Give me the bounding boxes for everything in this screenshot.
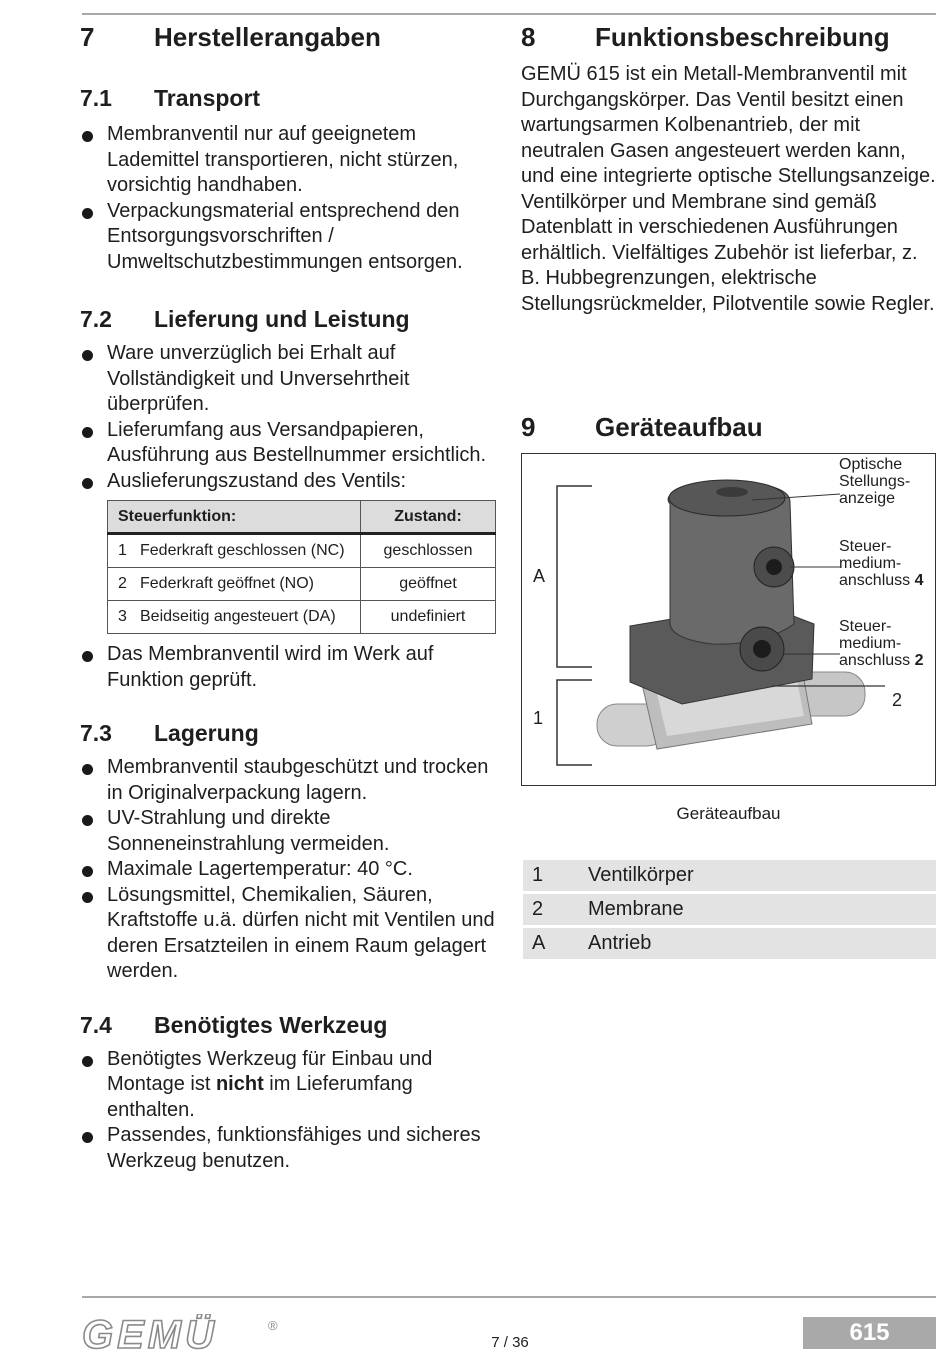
list-item: Ware unverzüglich bei Erhalt auf Vollständigkeit und Unversehrtheit überprüfen. bbox=[80, 341, 500, 418]
optical-indicator bbox=[669, 480, 785, 516]
product-badge: 615 bbox=[803, 1317, 936, 1349]
table-row: 1 Federkraft geschlossen (NC) geschlossen bbox=[108, 534, 496, 568]
figure-label-control-port-2: Steuer- medium- anschluss 2 bbox=[839, 618, 924, 669]
parts-legend bbox=[523, 860, 936, 962]
legend-row: 1 Ventilkörper bbox=[523, 860, 936, 891]
logo-wordmark: GEMÜ bbox=[82, 1314, 218, 1354]
section-7-4-heading: 7.4 Benötigtes Werkzeug bbox=[80, 1011, 388, 1038]
delivery-list bbox=[80, 341, 500, 494]
figure-label-2: 2 bbox=[892, 690, 903, 710]
figure-caption: Geräteaufbau bbox=[676, 804, 781, 823]
table-row: 3 Beidseitig angesteuert (DA) undefiniert bbox=[108, 601, 496, 634]
gemu-logo bbox=[82, 1314, 282, 1359]
list-item: Verpackungsmaterial entsprechend den Entsorgungsvorschriften / Umweltschutzbestimmungen entsorgen. bbox=[80, 199, 500, 276]
list-item: Passendes, funktionsfähiges und sicheres Werkzeug benutzen. bbox=[80, 1123, 500, 1174]
function-description: GEMÜ 615 ist ein Metall-Membranventil mit Durchgangskörper. Das Ventil besitzt einen wartungsarmen Kolbenantrieb, der mit neutralen Gasen angesteuert werden kann, und eine integrierte optische Stellungsanzeige. Ventilkörper und Membrane sind gemäß Datenblatt in verschiedenen Ausführungen erhältlich. Vielfältiges Zubehör ist lieferbar, z. B. Hubbegrenzungen, elektrische Stellungsrückmelder, Pilotventile sowie Regler. bbox=[521, 63, 936, 315]
list-item: Auslieferungszustand des Ventils: bbox=[80, 469, 500, 495]
table-header-state: Zustand: bbox=[361, 501, 496, 534]
top-rule bbox=[82, 13, 936, 15]
left-column bbox=[80, 20, 500, 1174]
factory-test-list bbox=[80, 642, 500, 693]
list-item: Benötigtes Werkzeug für Einbau und Montage ist nicht im Lieferumfang enthalten. bbox=[80, 1047, 500, 1124]
bracket-1 bbox=[557, 680, 592, 765]
figure-label-control-port-4: Steuer- medium- anschluss 4 bbox=[839, 538, 924, 589]
bracket-a bbox=[557, 486, 592, 667]
list-item: Lieferumfang aus Versandpapieren, Ausführung aus Bestellnummer ersichtlich. bbox=[80, 418, 500, 469]
storage-list bbox=[80, 755, 500, 985]
list-item: Membranventil staubgeschützt und trocken in Originalverpackung lagern. bbox=[80, 755, 500, 806]
delivery-state-table bbox=[107, 500, 496, 634]
section-7-heading: 7 Herstellerangaben bbox=[80, 22, 381, 52]
figure-label-1: 1 bbox=[533, 708, 544, 728]
device-figure bbox=[521, 453, 936, 786]
section-7-2-heading: 7.2 Lieferung und Leistung bbox=[80, 306, 410, 332]
section-9-heading: 9 Geräteaufbau bbox=[521, 412, 763, 442]
figure-label-a: A bbox=[533, 566, 546, 586]
list-item: Maximale Lagertemperatur: 40 °C. bbox=[80, 857, 500, 883]
table-header-row bbox=[108, 501, 496, 534]
section-7-3-heading: 7.3 Lagerung bbox=[80, 720, 259, 746]
list-item: Das Membranventil wird im Werk auf Funktion geprüft. bbox=[80, 642, 500, 693]
section-8-heading: 8 Funktionsbeschreibung bbox=[521, 22, 890, 52]
table-row: 2 Federkraft geöffnet (NO) geöffnet bbox=[108, 568, 496, 601]
table-header-function: Steuerfunktion: bbox=[108, 501, 361, 534]
right-column bbox=[521, 20, 936, 954]
list-item: Membranventil nur auf geeignetem Lademittel transportieren, nicht stürzen, vorsichtig handhaben. bbox=[80, 122, 500, 199]
list-item: Lösungsmittel, Chemikalien, Säuren, Kraftstoffe u.ä. dürfen nicht mit Ventilen und deren Ersatzteilen in einem Raum gelagert werden. bbox=[80, 883, 500, 985]
list-item: UV-Strahlung und direkte Sonneneinstrahlung vermeiden. bbox=[80, 806, 500, 857]
footer-rule bbox=[82, 1296, 936, 1298]
section-7-1-heading: 7.1 Transport bbox=[80, 85, 261, 111]
emphasis-not: nicht bbox=[215, 1073, 264, 1095]
transport-list bbox=[80, 122, 500, 275]
page-number: 7 / 36 bbox=[491, 1334, 529, 1351]
legend-row: A Antrieb bbox=[523, 928, 936, 959]
tools-list bbox=[80, 1047, 500, 1175]
registered-mark: ® bbox=[268, 1318, 278, 1333]
figure-label-optical-indicator: Optische Stellungs- anzeige bbox=[839, 456, 911, 507]
legend-row: 2 Membrane bbox=[523, 894, 936, 925]
